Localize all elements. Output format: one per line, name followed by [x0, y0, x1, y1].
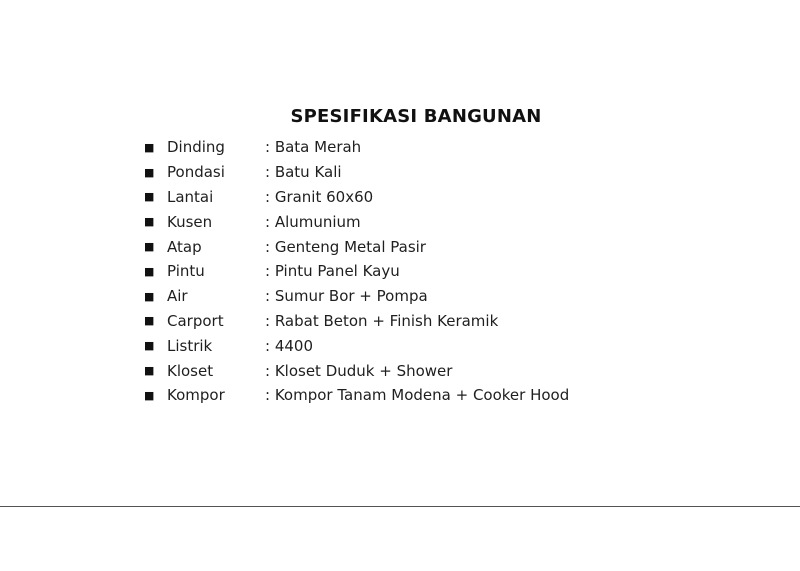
bullet-icon: ■	[144, 264, 155, 278]
bullet-icon: ■	[144, 140, 155, 154]
spec-value: : Pintu Panel Kayu	[265, 262, 400, 281]
bullet-icon: ■	[144, 314, 155, 328]
spec-row-pintu	[144, 259, 569, 284]
bullet-icon: ■	[144, 165, 155, 179]
spec-value: : 4400	[265, 336, 313, 355]
spec-list	[144, 135, 569, 408]
spec-label: Air	[167, 287, 188, 306]
spec-row-carport	[144, 309, 569, 334]
spec-value: : Kloset Duduk + Shower	[265, 361, 453, 380]
spec-row-listrik	[144, 333, 569, 358]
spec-row-kompor	[144, 383, 569, 408]
spec-label: Lantai	[167, 187, 214, 206]
spec-row-air	[144, 284, 569, 309]
spec-value: : Granit 60x60	[265, 187, 374, 206]
spec-label: Pintu	[167, 262, 205, 281]
spec-value: : Genteng Metal Pasir	[265, 237, 426, 256]
spec-label: Pondasi	[167, 163, 225, 182]
document-title: SPESIFIKASI BANGUNAN	[290, 106, 542, 127]
spec-label: Carport	[167, 311, 224, 330]
spec-label: Listrik	[167, 336, 213, 355]
spec-label: Kusen	[167, 212, 213, 231]
spec-row-kloset	[144, 358, 569, 383]
spec-row-pondasi	[144, 160, 569, 185]
bullet-icon: ■	[144, 339, 155, 353]
spec-value: : Batu Kali	[265, 163, 342, 182]
spec-row-lantai	[144, 185, 569, 210]
bullet-icon: ■	[144, 190, 155, 204]
bullet-icon: ■	[144, 364, 155, 378]
bullet-icon: ■	[144, 215, 155, 229]
bullet-icon: ■	[144, 240, 155, 254]
spec-label: Atap	[167, 237, 202, 256]
bullet-icon: ■	[144, 289, 155, 303]
spec-row-kusen	[144, 209, 569, 234]
spec-row-dinding	[144, 135, 569, 160]
spec-value: : Bata Merah	[265, 138, 362, 157]
bullet-icon: ■	[144, 388, 155, 402]
spec-value: : Rabat Beton + Finish Keramik	[265, 311, 499, 330]
spec-label: Dinding	[167, 138, 225, 157]
spec-value: : Alumunium	[265, 212, 361, 231]
spec-value: : Sumur Bor + Pompa	[265, 287, 428, 306]
spec-row-atap	[144, 234, 569, 259]
spec-label: Kompor	[167, 386, 225, 405]
bottom-divider	[0, 506, 800, 507]
spec-label: Kloset	[167, 361, 214, 380]
spec-value: : Kompor Tanam Modena + Cooker Hood	[265, 386, 570, 405]
